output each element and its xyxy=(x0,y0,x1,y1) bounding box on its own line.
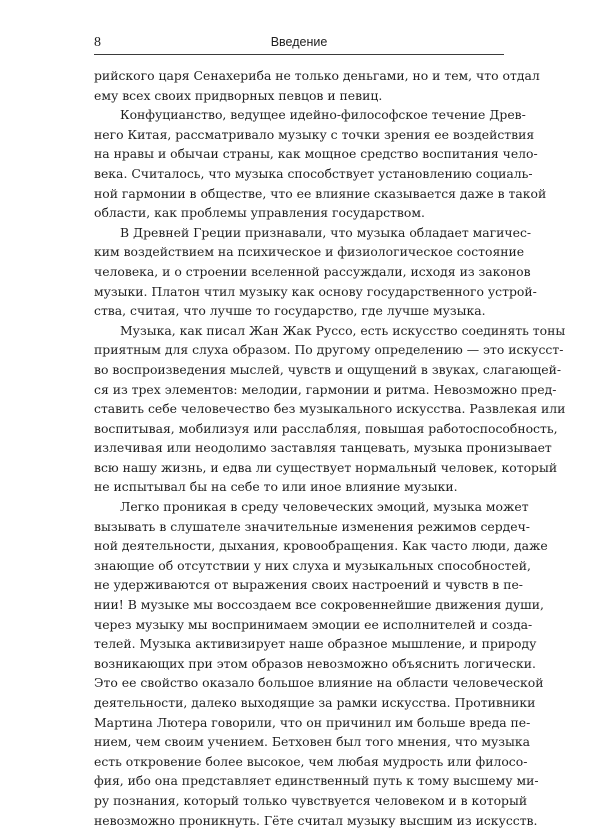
text-line: во воспроизведения мыслей, чувств и ощущений в звуках, слагающей- xyxy=(94,361,562,377)
text-line: Мартина Лютера говорили, что он причинил им больше вреда пе- xyxy=(94,714,531,730)
text-line: всю нашу жизнь, и едва ли существует нормальный человек, который xyxy=(94,459,558,475)
text-line: него Китая, рассматривало музыку с точки зрения ее воздействия xyxy=(94,126,535,142)
text-line: не испытывал бы на себе то или иное влияние музыки. xyxy=(94,479,458,495)
text-line: Это ее свойство оказало большое влияние на области человеческой xyxy=(94,675,544,691)
page-number: 8 xyxy=(94,35,101,50)
text-line: знающие об отсутствии у них слуха и музыкальных способностей, xyxy=(94,557,531,573)
text-line: ной гармонии в обществе, что ее влияние сказывается даже в такой xyxy=(94,185,547,201)
text-line: рийского царя Сенахериба не только деньгами, но и тем, что отдал xyxy=(94,68,540,83)
text-line: воспитывая, мобилизуя или расслабляя, повышая работоспособность, xyxy=(94,420,558,436)
page-header xyxy=(94,34,504,55)
text-line: В Древней Греции признавали, что музыка обладает магичес- xyxy=(120,224,532,240)
text-line: ся из трех элементов: мелодии, гармонии и ритма. Невозможно пред- xyxy=(94,381,557,397)
text-line: области, как проблемы управления государством. xyxy=(94,205,425,221)
text-line: Конфуцианство, ведущее идейно-философское течение Древ- xyxy=(120,107,526,123)
text-line: ной деятельности, дыхания, кровообращения. Как часто люди, даже xyxy=(94,538,548,554)
text-line: телей. Музыка активизирует наше образное мышление, и природу xyxy=(94,636,537,652)
text-line: приятным для слуха образом. По другому определению — это искусст- xyxy=(94,342,564,358)
text-line: на нравы и обычаи страны, как мощное средство воспитания чело- xyxy=(94,146,538,162)
text-line: музыки. Платон чтил музыку как основу государственного устрой- xyxy=(94,283,537,299)
text-line: Легко проникая в среду человеческих эмоций, музыка может xyxy=(120,499,529,515)
text-line: невозможно проникнуть. Гёте считал музыку высшим из искусств. xyxy=(94,812,538,828)
text-line: вызывать в слушателе значительные изменения режимов сердеч- xyxy=(94,518,530,534)
text-line: через музыку мы воспринимаем эмоции ее исполнителей и созда- xyxy=(94,616,533,632)
text-line: ставить себе человечество без музыкального искусства. Развлекая или xyxy=(94,401,566,417)
text-line: фия, ибо она представляет единственный путь к тому высшему ми- xyxy=(94,773,539,789)
text-line: деятельности, далеко выходящие за рамки искусства. Противники xyxy=(94,695,536,710)
text-line: нии! В музыке мы воссоздаем все сокровеннейшие движения души, xyxy=(94,597,544,613)
running-title: Введение xyxy=(270,35,328,49)
text-line: ства, считая, что лучше то государство, где лучше музыка. xyxy=(94,303,486,319)
text-line: человека, и о строении вселенной рассуждали, исходя из законов xyxy=(94,263,531,279)
text-line: есть откровение более высокое, чем любая мудрость или филосо- xyxy=(94,753,528,769)
text-line: ему всех своих придворных певцов и певиц. xyxy=(94,87,383,103)
text-line: ким воздействием на психическое и физиологическое состояние xyxy=(94,244,525,260)
text-line: нием, чем своим учением. Бетховен был того мнения, что музыка xyxy=(94,734,531,750)
body-text xyxy=(94,66,566,830)
text-line: возникающих при этом образов невозможно объяснить логически. xyxy=(94,655,536,671)
text-line: излечивая или неодолимо заставляя танцевать, музыка пронизывает xyxy=(94,440,552,456)
text-line: ру познания, который только чувствуется человеком и в который xyxy=(94,792,528,808)
text-line: Музыка, как писал Жан Жак Руссо, есть искусство соединять тоны xyxy=(120,322,566,338)
text-line: века. Считалось, что музыка способствует установлению социаль- xyxy=(94,165,533,181)
text-line: не удерживаются от выражения своих настроений и чувств в пе- xyxy=(94,577,523,593)
